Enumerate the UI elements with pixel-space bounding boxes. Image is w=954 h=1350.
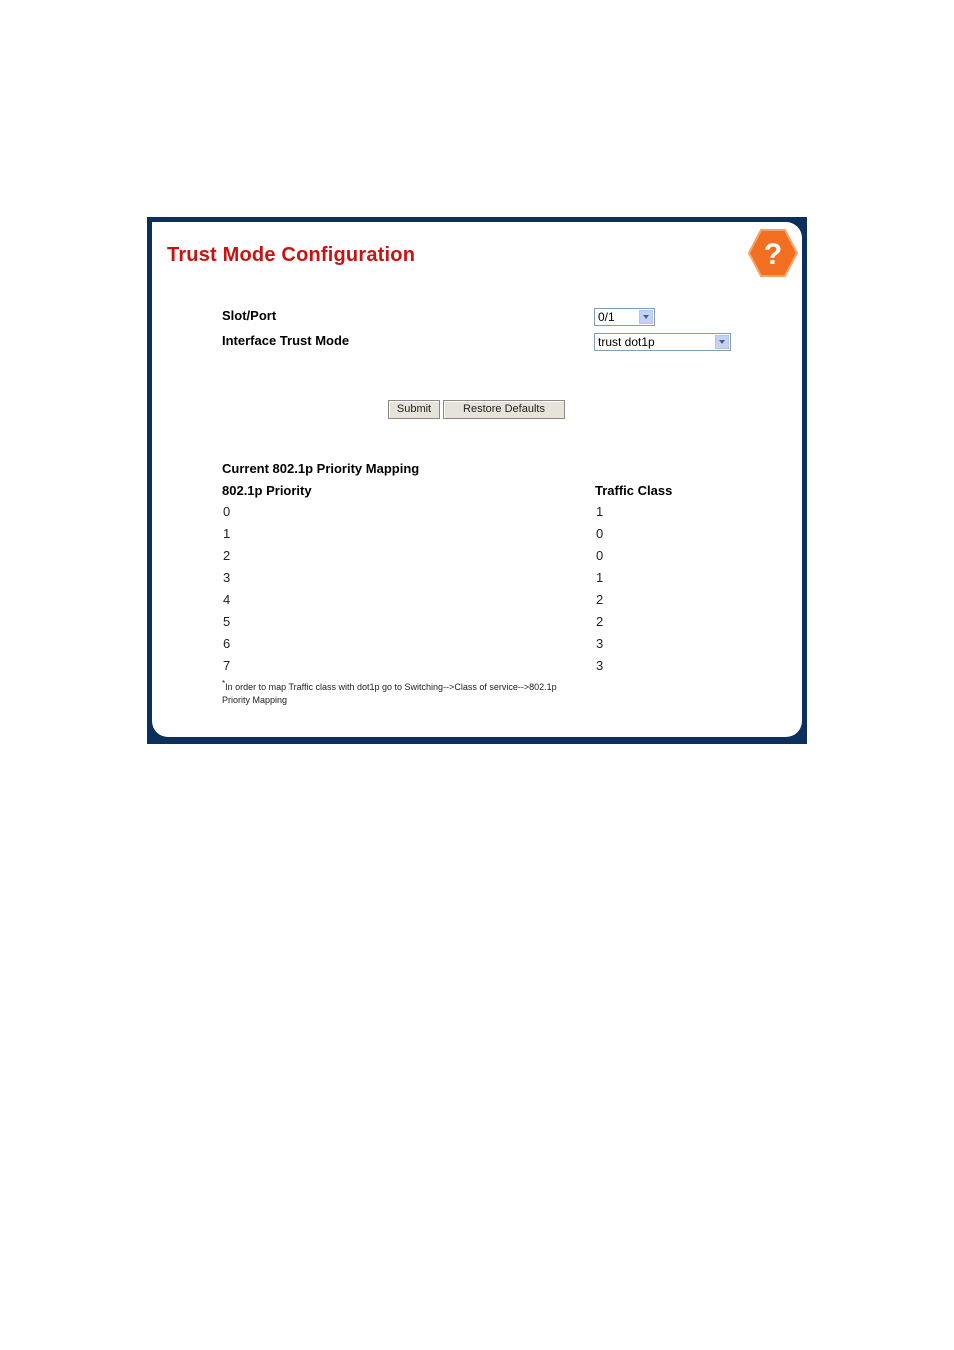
priority-cell: 6: [223, 636, 231, 651]
column-header-priority: 802.1p Priority: [222, 483, 312, 498]
mapping-heading: Current 802.1p Priority Mapping: [222, 461, 420, 476]
priority-cell: 3: [223, 570, 231, 585]
priority-cell: 4: [223, 592, 231, 607]
submit-button[interactable]: Submit: [388, 400, 440, 419]
traffic-class-cell: 2: [596, 614, 604, 629]
trust-mode-label: Interface Trust Mode: [222, 333, 350, 348]
chevron-down-icon: [639, 310, 653, 324]
slot-port-label: Slot/Port: [222, 308, 277, 323]
trust-mode-value: trust dot1p: [598, 335, 655, 349]
svg-text:?: ?: [763, 238, 783, 271]
traffic-class-cell: 3: [596, 658, 604, 673]
traffic-class-cell: 2: [596, 592, 604, 607]
traffic-class-cell: 1: [596, 570, 604, 585]
slot-port-select[interactable]: [594, 308, 655, 326]
content-frame: [147, 217, 807, 744]
slot-port-value: 0/1: [598, 310, 615, 324]
priority-cell: 2: [223, 548, 231, 563]
chevron-down-icon: [715, 335, 729, 349]
footnote-mark: *: [222, 679, 226, 688]
footnote: [222, 677, 582, 707]
traffic-class-cell: 1: [596, 504, 604, 519]
config-panel: [152, 222, 802, 737]
traffic-class-cell: 3: [596, 636, 604, 651]
priority-cell: 0: [223, 504, 231, 519]
column-header-traffic-class: Traffic Class: [595, 483, 673, 498]
trust-mode-select[interactable]: [594, 333, 731, 351]
priority-cell: 5: [223, 614, 231, 629]
restore-defaults-button[interactable]: Restore Defaults: [443, 400, 565, 419]
page-title: Trust Mode Configuration: [167, 244, 416, 266]
traffic-class-cell: 0: [596, 526, 604, 541]
help-question-icon[interactable]: [747, 228, 799, 278]
traffic-class-cell: 0: [596, 548, 604, 563]
priority-cell: 1: [223, 526, 231, 541]
footnote-text: In order to map Traffic class with dot1p go to Switching-->Class of service-->802.1p Priority Mapping: [222, 682, 557, 705]
priority-cell: 7: [223, 658, 231, 673]
